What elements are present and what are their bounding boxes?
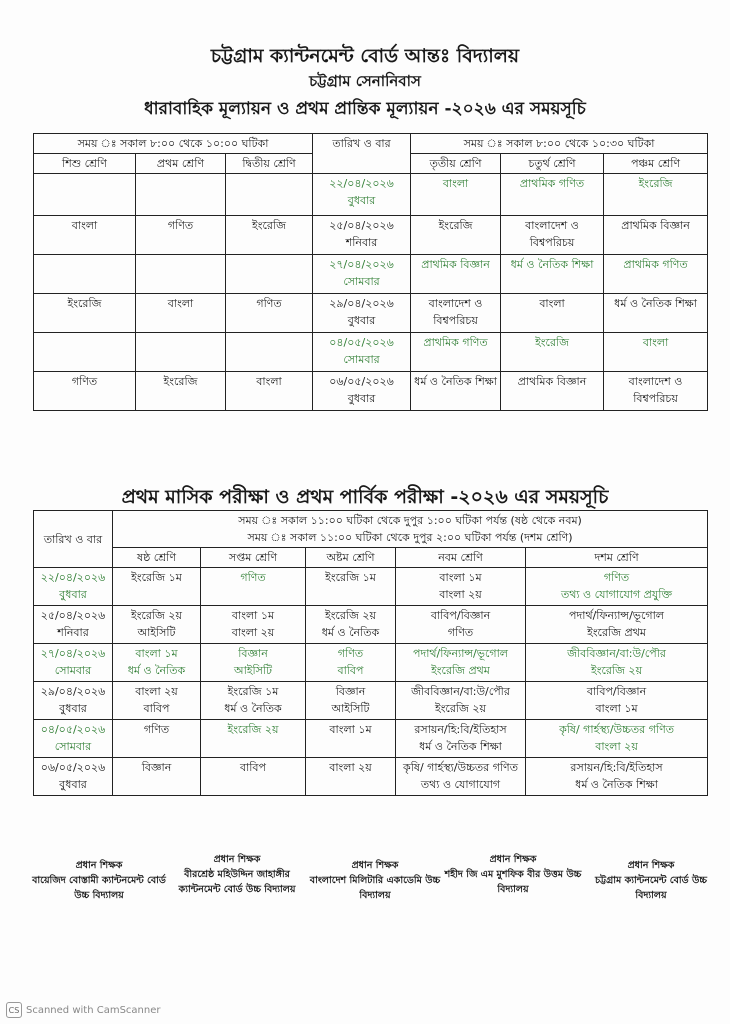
date-cell	[313, 216, 411, 255]
cell-line: ইংরেজি ২য়	[324, 609, 377, 622]
date-cell	[34, 606, 113, 644]
table-row	[34, 720, 708, 758]
date: ২৭/০৪/২০২৬	[329, 258, 394, 271]
subject-cell: বাংলাদেশ ও বিশ্বপরিচয়	[501, 216, 604, 255]
table-row	[34, 372, 708, 411]
subject-cell: প্রাথমিক গণিত	[411, 333, 501, 372]
signature-school: বীরশ্রেষ্ঠ মহিউদ্দিন জাহাঙ্গীর ক্যান্টনমেন্ট বোর্ড উচ্চ বিদ্যালয়	[178, 869, 296, 895]
date: ২৯/০৪/২০২৬	[40, 685, 106, 698]
signature-title: প্রধান শিক্ষক	[627, 860, 675, 871]
cell-line: আইসিটি	[331, 702, 370, 715]
cell-line: পদার্থ/ফিন্যান্স/ভূগোল	[413, 647, 508, 660]
cell-line: ইংরেজি ১ম	[227, 685, 279, 698]
weekday: বুধবার	[347, 314, 376, 327]
cell-line: রসায়ন/হি:বি/ইতিহাস	[570, 761, 663, 774]
table-row	[34, 294, 708, 333]
cell-line: কৃষি/ গার্হস্থ্য/উচ্চতর গণিত	[403, 761, 518, 774]
subject-cell	[136, 255, 226, 294]
subject-cell: বিজ্ঞান	[113, 758, 201, 796]
date: ০৬/০৫/২০২৬	[329, 375, 394, 388]
subject-cell: গণিত	[113, 720, 201, 758]
date-cell	[313, 333, 411, 372]
subject-cell	[396, 720, 526, 758]
signature-school: বাংলাদেশ মিলিটারি একাডেমি উচ্চ বিদ্যালয়	[309, 875, 441, 901]
cell-line: ধর্ম ও নৈতিক	[224, 702, 282, 715]
date-cell	[313, 174, 411, 216]
time-left-header: সময় ঃ সকাল ৮:০০ থেকে ১০:০০ ঘটিকা	[34, 134, 313, 154]
cell-line: গণিত	[337, 647, 364, 660]
cell-line: বাবিপ/বিজ্ঞান	[586, 685, 647, 698]
cell-line: ইংরেজি প্রথম	[587, 626, 646, 639]
schedule-title-2: প্রথম মাসিক পরীক্ষা ও প্রথম পার্বিক পরীক্ষা -২০২৬ এর সময়সূচি	[121, 486, 609, 508]
cell-line: রসায়ন/হি:বি/ইতিহাস	[414, 723, 507, 736]
subject-cell: ইংরেজি ১ম	[306, 568, 396, 606]
subject-cell	[526, 720, 708, 758]
date: ২৯/০৪/২০২৬	[329, 297, 394, 310]
subject-cell	[226, 333, 313, 372]
signature-block	[444, 852, 582, 903]
subject-cell	[226, 174, 313, 216]
table-row	[34, 174, 708, 216]
date: ২২/০৪/২০২৬	[329, 177, 394, 190]
primary-schedule-table	[33, 133, 708, 411]
signature-title: প্রধান শিক্ষক	[351, 860, 399, 871]
weekday: সোমবার	[54, 740, 92, 753]
subject-cell: বাংলাদেশ ও বিশ্বপরিচয়	[411, 294, 501, 333]
cell-line: ইংরেজি প্রথম	[431, 664, 490, 677]
class-header: ষষ্ঠ শ্রেণি	[113, 548, 201, 568]
cell-line: বাবিপ	[143, 702, 170, 715]
subject-cell: প্রাথমিক বিজ্ঞান	[501, 372, 604, 411]
signature-title: প্রধান শিক্ষক	[489, 854, 537, 865]
cell-line: বাংলা ১ম	[231, 609, 275, 622]
subject-cell: বাংলাদেশ ও বিশ্বপরিচয়	[604, 372, 708, 411]
subject-cell: বাবিপ	[201, 758, 306, 796]
subject-cell	[526, 682, 708, 720]
table-row	[34, 216, 708, 255]
subject-cell: ইংরেজি	[226, 216, 313, 255]
subject-cell: ইংরেজি	[604, 174, 708, 216]
table-row	[34, 644, 708, 682]
subject-cell	[226, 255, 313, 294]
subject-cell: বাংলা	[501, 294, 604, 333]
cell-line: বাংলা ২য়	[595, 740, 638, 753]
subject-cell: ইংরেজি	[411, 216, 501, 255]
date-cell	[313, 294, 411, 333]
subject-cell	[526, 606, 708, 644]
table-row	[34, 255, 708, 294]
weekday: শনিবার	[345, 236, 378, 249]
date-cell	[34, 644, 113, 682]
subject-cell: বাংলা	[411, 174, 501, 216]
subject-cell	[136, 333, 226, 372]
cell-line: গণিত	[447, 626, 474, 639]
weekday: সোমবার	[343, 275, 380, 288]
date: ০৪/০৫/২০২৬	[329, 336, 394, 349]
weekday: বুধবার	[347, 194, 376, 207]
time-header	[113, 511, 708, 548]
cell-line: বাংলা ১ম	[135, 647, 178, 660]
weekday: সোমবার	[54, 664, 92, 677]
date: ২২/০৪/২০২৬	[40, 571, 106, 584]
cell-line: ইংরেজি ২য়	[434, 702, 487, 715]
subject-cell	[396, 682, 526, 720]
weekday: শনিবার	[57, 626, 89, 639]
subject-cell	[526, 644, 708, 682]
cell-line: বাংলা ২য়	[231, 626, 275, 639]
subject-cell	[396, 758, 526, 796]
class-header: চতুর্থ শ্রেণি	[501, 154, 604, 174]
subject-cell	[306, 682, 396, 720]
subject-cell	[113, 644, 201, 682]
subject-cell: প্রাথমিক বিজ্ঞান	[411, 255, 501, 294]
date-cell	[313, 255, 411, 294]
subject-cell	[201, 682, 306, 720]
cell-line: বাংলা ২য়	[135, 685, 178, 698]
subject-cell: বাংলা	[136, 294, 226, 333]
scanner-text: Scanned with CamScanner	[26, 1004, 161, 1016]
cell-line: বাংলা ১ম	[439, 571, 482, 584]
subject-cell: প্রাথমিক বিজ্ঞান	[604, 216, 708, 255]
subject-cell: বাংলা	[34, 216, 136, 255]
cell-line: তথ্য ও যোগাযোগ	[420, 778, 501, 791]
subject-cell	[34, 255, 136, 294]
table-row	[34, 606, 708, 644]
subject-cell	[136, 174, 226, 216]
class-header: অষ্টম শ্রেণি	[306, 548, 396, 568]
cell-line: বাংলা ১ম	[595, 702, 638, 715]
date: ২৭/০৪/২০২৬	[40, 647, 106, 660]
subject-cell: ধর্ম ও নৈতিক শিক্ষা	[411, 372, 501, 411]
date-cell	[34, 568, 113, 606]
signature-title: প্রধান শিক্ষক	[75, 860, 123, 871]
subject-cell	[526, 758, 708, 796]
time-line-1: সময় ঃ সকাল ১১:০০ ঘটিকা থেকে দুপুর ১:০০ ঘটিকা পর্যন্ত (ষষ্ঠ থেকে নবম)	[238, 514, 582, 527]
date: ০৬/০৫/২০২৬	[40, 761, 106, 774]
subject-cell: বাংলা ১ম	[306, 720, 396, 758]
subject-cell: বাংলা	[604, 333, 708, 372]
subject-cell: বাংলা ২য়	[306, 758, 396, 796]
signature-title: প্রধান শিক্ষক	[213, 854, 261, 865]
subject-cell	[396, 644, 526, 682]
class-header: প্রথম শ্রেণি	[136, 154, 226, 174]
cell-line: বাবিপ/বিজ্ঞান	[430, 609, 491, 622]
subject-cell	[201, 606, 306, 644]
subject-cell	[306, 644, 396, 682]
signature-school: চট্টগ্রাম ক্যান্টনমেন্ট বোর্ড উচ্চ বিদ্যালয়	[595, 875, 707, 901]
weekday: বুধবার	[347, 392, 376, 405]
date-cell	[34, 682, 113, 720]
signature-block	[306, 858, 444, 903]
cell-line: ইংরেজি ২য়	[591, 664, 643, 677]
subject-cell	[396, 606, 526, 644]
cell-line: আইসিটি	[137, 626, 176, 639]
cell-line: ধর্ম ও নৈতিক	[127, 664, 186, 677]
subject-cell: ইংরেজি ১ম	[113, 568, 201, 606]
time-right-header: সময় ঃ সকাল ৮:০০ থেকে ১০:৩০ ঘটিকা	[411, 134, 708, 154]
subject-cell: বাংলা	[226, 372, 313, 411]
weekday: বুধবার	[59, 702, 87, 715]
weekday: সোমবার	[343, 353, 380, 366]
subject-cell: গণিত	[226, 294, 313, 333]
subject-cell: গণিত	[136, 216, 226, 255]
class-header: শিশু শ্রেণি	[34, 154, 136, 174]
subject-cell	[526, 568, 708, 606]
date-cell	[313, 372, 411, 411]
date-cell	[34, 720, 113, 758]
class-header: সপ্তম শ্রেণি	[201, 548, 306, 568]
subject-cell: ইংরেজি	[34, 294, 136, 333]
table-row	[34, 333, 708, 372]
camscanner-watermark	[6, 1002, 161, 1018]
cell-line: গণিত	[603, 571, 630, 584]
camscanner-logo-icon: CS	[6, 1002, 22, 1018]
cell-line: জীববিজ্ঞান/বা:উ/পৌর	[567, 647, 666, 660]
weekday: বুধবার	[59, 778, 87, 791]
subject-cell: প্রাথমিক গণিত	[501, 174, 604, 216]
class-header: দশম শ্রেণি	[526, 548, 708, 568]
cell-line: জীববিজ্ঞান/বা:উ/পৌর	[411, 685, 510, 698]
table-row	[34, 758, 708, 796]
class-header: পঞ্চম শ্রেণি	[604, 154, 708, 174]
time-line-2: সময় ঃ সকাল ১১:০০ ঘটিকা থেকে দুপুর ২:০০ ঘটিকা পর্যন্ত (দশম শ্রেণি)	[247, 531, 573, 544]
cell-line: আইসিটি	[233, 664, 273, 677]
weekday: বুধবার	[59, 588, 87, 601]
subject-cell	[113, 606, 201, 644]
class-header: নবম শ্রেণি	[396, 548, 526, 568]
signature-school: শহীদ জি এম মুশফিক বীর উত্তম উচ্চ বিদ্যালয়	[444, 869, 582, 895]
subject-cell	[34, 333, 136, 372]
date-header: তারিখ ও বার	[34, 511, 113, 568]
cell-line: ধর্ম ও নৈতিক শিক্ষা	[575, 778, 658, 791]
cell-line: ধর্ম ও নৈতিক	[321, 626, 380, 639]
subject-cell: গণিত	[34, 372, 136, 411]
date: ২৫/০৪/২০২৬	[329, 219, 394, 232]
subject-cell	[34, 174, 136, 216]
subject-cell: ইংরেজি	[501, 333, 604, 372]
signature-block	[30, 858, 168, 903]
cell-line: তথ্য ও যোগাযোগ প্রযুক্তি	[560, 588, 673, 601]
date-cell	[34, 758, 113, 796]
subject-cell	[113, 682, 201, 720]
subject-cell: ইংরেজি	[136, 372, 226, 411]
signatures	[30, 854, 720, 903]
subject-cell	[396, 568, 526, 606]
subject-cell: প্রাথমিক গণিত	[604, 255, 708, 294]
location-subtitle: চট্টগ্রাম সেনানিবাস	[309, 72, 421, 90]
subject-cell: ধর্ম ও নৈতিক শিক্ষা	[501, 255, 604, 294]
table-row	[34, 568, 708, 606]
subject-cell	[201, 644, 306, 682]
subject-cell: গণিত	[201, 568, 306, 606]
cell-line: ধর্ম ও নৈতিক শিক্ষা	[419, 740, 502, 753]
subject-cell: ইংরেজি ২য়	[201, 720, 306, 758]
class-header: তৃতীয় শ্রেণি	[411, 154, 501, 174]
signature-block	[582, 858, 720, 903]
cell-line: ইংরেজি ২য়	[130, 609, 183, 622]
cell-line: বাংলা ২য়	[439, 588, 482, 601]
date: ২৫/০৪/২০২৬	[40, 609, 106, 622]
date-header: তারিখ ও বার	[313, 134, 411, 174]
subject-cell	[306, 606, 396, 644]
class-header: দ্বিতীয় শ্রেণি	[226, 154, 313, 174]
cell-line: বাবিপ	[337, 664, 364, 677]
cell-line: বিজ্ঞান	[238, 647, 268, 660]
signature-school: বায়েজিদ বোস্তামী ক্যান্টনমেন্ট বোর্ড উচ্চ বিদ্যালয়	[32, 875, 166, 901]
table-row	[34, 682, 708, 720]
schedule-title-1: ধারাবাহিক মূল্যায়ন ও প্রথম প্রান্তিক মূল্যায়ন -২০২৬ এর সময়সূচি	[144, 99, 586, 119]
cell-line: পদার্থ/ফিন্যান্স/ভূগোল	[569, 609, 665, 622]
school-title: চট্টগ্রাম ক্যান্টনমেন্ট বোর্ড আন্তঃ বিদ্যালয়	[210, 45, 520, 67]
subject-cell: ধর্ম ও নৈতিক শিক্ষা	[604, 294, 708, 333]
cell-line: কৃষি/ গার্হস্থ্য/উচ্চতর গণিত	[559, 723, 674, 736]
secondary-schedule-table	[33, 510, 708, 796]
cell-line: বিজ্ঞান	[335, 685, 366, 698]
signature-block	[168, 852, 306, 903]
date: ০৪/০৫/২০২৬	[40, 723, 106, 736]
